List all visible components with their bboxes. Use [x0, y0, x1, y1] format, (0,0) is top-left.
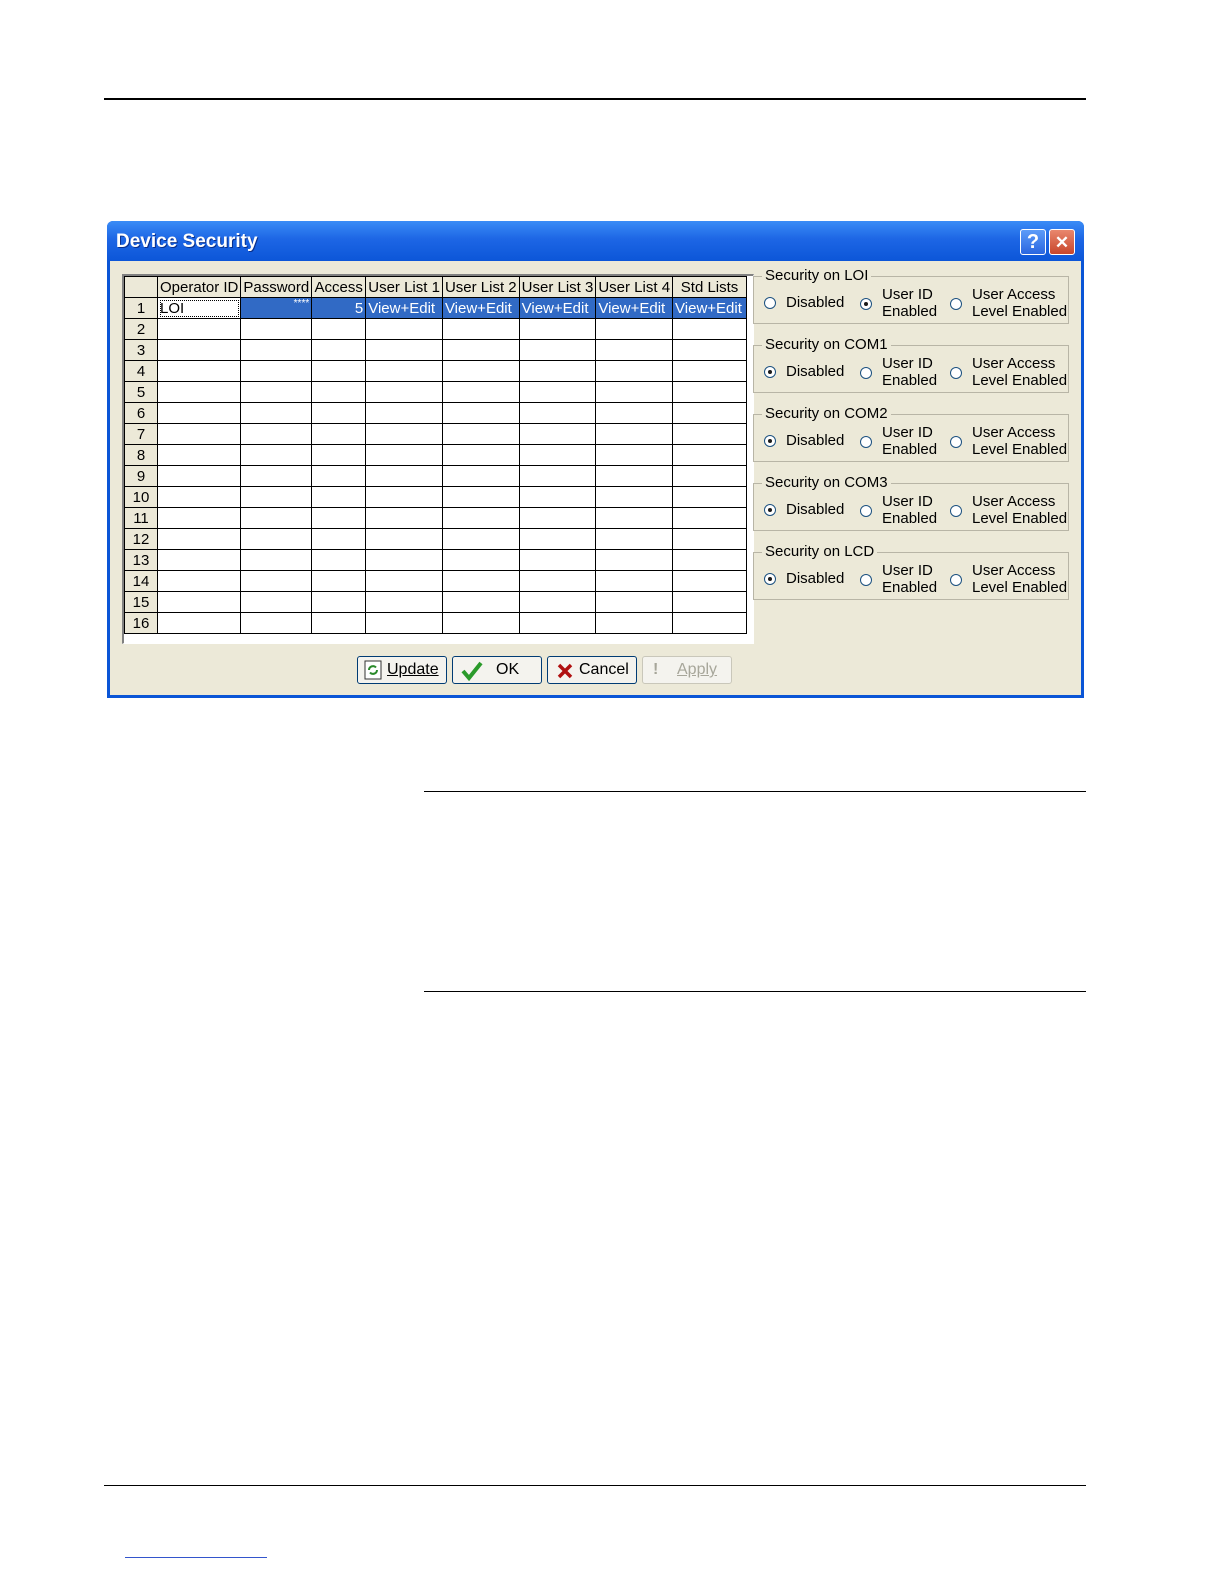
- security-group-title: Security on COM2: [762, 405, 891, 422]
- radio-label-line: Enabled: [882, 441, 938, 458]
- cell-user-list-4[interactable]: [596, 382, 673, 403]
- table-row[interactable]: [125, 571, 747, 592]
- row-number[interactable]: 7: [125, 424, 158, 445]
- cell-user-list-1[interactable]: [366, 550, 443, 571]
- radio-circle-icon[interactable]: [950, 436, 962, 448]
- dialog-title: Device Security: [116, 231, 258, 252]
- cell-user-list-2[interactable]: [442, 592, 519, 613]
- radio-label: [786, 363, 844, 380]
- radio-circle-icon[interactable]: [860, 505, 872, 517]
- cell-user-list-2[interactable]: [442, 445, 519, 466]
- cell-user-list-4[interactable]: [596, 613, 673, 634]
- note-rule-top: [424, 791, 1086, 792]
- cell-password[interactable]: [241, 550, 312, 571]
- col-header-std-lists[interactable]: Std Lists: [673, 277, 747, 298]
- cell-user-list-2[interactable]: [442, 361, 519, 382]
- radio-label-line: Enabled: [882, 579, 938, 596]
- apply-label: Apply: [677, 661, 718, 678]
- cell-std-lists[interactable]: [673, 340, 747, 361]
- table-row[interactable]: [125, 466, 747, 487]
- close-button[interactable]: [1049, 229, 1075, 255]
- help-button[interactable]: [1020, 229, 1046, 255]
- col-header-operator-id[interactable]: Operator ID: [158, 277, 241, 298]
- ok-label: OK: [496, 661, 520, 678]
- cell-user-list-4[interactable]: [596, 319, 673, 340]
- corner-cell: [125, 277, 158, 298]
- cell-access[interactable]: [312, 529, 366, 550]
- cell-user-list-2[interactable]: [442, 487, 519, 508]
- cell-access[interactable]: [312, 403, 366, 424]
- table-row[interactable]: [125, 550, 747, 571]
- cell-password[interactable]: [241, 487, 312, 508]
- radio-label-line: User Access: [972, 355, 1056, 372]
- radio-label-line: Disabled: [786, 501, 845, 518]
- cell-user-list-2[interactable]: [442, 508, 519, 529]
- cell-user-list-1[interactable]: [366, 445, 443, 466]
- radio-circle-icon[interactable]: [950, 574, 962, 586]
- cell-user-list-1[interactable]: [366, 424, 443, 445]
- x-icon: [556, 662, 574, 680]
- cell-access[interactable]: [312, 571, 366, 592]
- radio-label: [972, 493, 1067, 527]
- cell-user-list-1[interactable]: [366, 403, 443, 424]
- radio-label-line: User ID: [882, 355, 933, 372]
- radio-circle-icon[interactable]: [860, 436, 872, 448]
- security-group-title: Security on LCD: [762, 543, 877, 560]
- cell-operator-id[interactable]: LOI: [158, 298, 241, 319]
- cell-access[interactable]: [312, 550, 366, 571]
- cell-password[interactable]: [241, 319, 312, 340]
- cell-password[interactable]: [241, 592, 312, 613]
- cell-user-list-3[interactable]: [519, 613, 596, 634]
- cell-access[interactable]: [312, 487, 366, 508]
- radio-circle-icon[interactable]: [950, 505, 962, 517]
- apply-button[interactable]: [642, 656, 732, 684]
- radio-label-line: User Access: [972, 562, 1056, 579]
- security-group-title: Security on COM1: [762, 336, 891, 353]
- header-row: [125, 277, 747, 298]
- radio-label: [786, 432, 844, 449]
- cell-user-list-4[interactable]: [596, 466, 673, 487]
- cell-user-list-2[interactable]: [442, 340, 519, 361]
- cell-std-lists[interactable]: [673, 361, 747, 382]
- cell-user-list-3[interactable]: [519, 571, 596, 592]
- refresh-icon: [364, 660, 382, 680]
- row-number[interactable]: 6: [125, 403, 158, 424]
- cell-operator-id[interactable]: [158, 571, 241, 592]
- cell-user-list-2[interactable]: View+Edit: [442, 298, 519, 319]
- cell-operator-id[interactable]: [158, 319, 241, 340]
- row-number[interactable]: 4: [125, 361, 158, 382]
- cell-user-list-3[interactable]: [519, 361, 596, 382]
- radio-label: [786, 570, 844, 587]
- security-group: [753, 474, 1069, 531]
- cell-std-lists[interactable]: [673, 550, 747, 571]
- bottom-rule: [104, 1485, 1086, 1486]
- radio-label: [786, 501, 844, 518]
- cell-std-lists[interactable]: [673, 403, 747, 424]
- security-group: [753, 336, 1069, 393]
- note-rule-bottom: [424, 991, 1086, 992]
- radio-label-line: Level Enabled: [972, 372, 1068, 389]
- row-number[interactable]: 15: [125, 592, 158, 613]
- radio-label: [882, 562, 937, 596]
- cell-std-lists[interactable]: [673, 382, 747, 403]
- cell-access[interactable]: [312, 340, 366, 361]
- cell-user-list-3[interactable]: [519, 445, 596, 466]
- cell-password[interactable]: [241, 361, 312, 382]
- cell-user-list-3[interactable]: [519, 382, 596, 403]
- update-button[interactable]: [357, 656, 447, 684]
- cell-user-list-2[interactable]: [442, 571, 519, 592]
- cell-operator-id[interactable]: [158, 466, 241, 487]
- footer-link-underline: [125, 1557, 267, 1558]
- col-header-user-list-1[interactable]: User List 1: [366, 277, 443, 298]
- table-row[interactable]: [125, 529, 747, 550]
- table-row[interactable]: [125, 319, 747, 340]
- table-row[interactable]: [125, 508, 747, 529]
- top-rule: [104, 98, 1086, 100]
- cell-access[interactable]: [312, 424, 366, 445]
- table-row[interactable]: [125, 403, 747, 424]
- cell-operator-id[interactable]: [158, 550, 241, 571]
- radio-circle-icon[interactable]: [860, 574, 872, 586]
- radio-label-line: User Access: [972, 493, 1056, 510]
- cell-std-lists[interactable]: [673, 319, 747, 340]
- cell-access[interactable]: [312, 508, 366, 529]
- row-number[interactable]: 1: [125, 298, 158, 319]
- close-icon: ✕: [1054, 233, 1070, 252]
- radio-label-line: Level Enabled: [972, 441, 1068, 458]
- cell-user-list-1[interactable]: [366, 466, 443, 487]
- cell-access[interactable]: [312, 361, 366, 382]
- cell-user-list-4[interactable]: [596, 529, 673, 550]
- update-label: Update: [387, 661, 439, 678]
- cell-user-list-1[interactable]: View+Edit: [366, 298, 443, 319]
- radio-circle-icon[interactable]: [764, 573, 776, 585]
- table-row[interactable]: [125, 613, 747, 634]
- operator-table: [124, 276, 747, 634]
- radio-circle-icon[interactable]: [950, 367, 962, 379]
- table-row[interactable]: [125, 487, 747, 508]
- radio-circle-icon[interactable]: [764, 435, 776, 447]
- radio-label: [972, 562, 1067, 596]
- checkmark-icon: [461, 661, 483, 681]
- cell-password[interactable]: [241, 508, 312, 529]
- cell-user-list-2[interactable]: [442, 529, 519, 550]
- radio-label-line: User Access: [972, 286, 1056, 303]
- cell-user-list-4[interactable]: [596, 592, 673, 613]
- cell-user-list-4[interactable]: [596, 508, 673, 529]
- cell-user-list-3[interactable]: [519, 424, 596, 445]
- radio-label-line: User Access: [972, 424, 1056, 441]
- radio-circle-icon[interactable]: [764, 366, 776, 378]
- cell-operator-id[interactable]: [158, 340, 241, 361]
- cell-user-list-2[interactable]: [442, 319, 519, 340]
- radio-circle-icon[interactable]: [764, 297, 776, 309]
- radio-label: [882, 355, 937, 389]
- radio-label: [882, 493, 937, 527]
- col-header-access[interactable]: Access: [312, 277, 366, 298]
- cell-user-list-4[interactable]: [596, 361, 673, 382]
- row-number[interactable]: 2: [125, 319, 158, 340]
- cell-password[interactable]: [241, 571, 312, 592]
- radio-label-line: Level Enabled: [972, 579, 1068, 596]
- cell-user-list-2[interactable]: [442, 403, 519, 424]
- cell-user-list-3[interactable]: [519, 319, 596, 340]
- cell-user-list-3[interactable]: [519, 340, 596, 361]
- cell-password[interactable]: [241, 382, 312, 403]
- row-number[interactable]: 5: [125, 382, 158, 403]
- security-group: [753, 405, 1069, 462]
- cell-std-lists[interactable]: [673, 445, 747, 466]
- cell-password[interactable]: [241, 529, 312, 550]
- table-row[interactable]: [125, 382, 747, 403]
- cell-user-list-3[interactable]: [519, 508, 596, 529]
- table-row[interactable]: [125, 424, 747, 445]
- row-number[interactable]: 9: [125, 466, 158, 487]
- table-row[interactable]: [125, 445, 747, 466]
- cell-user-list-3[interactable]: [519, 487, 596, 508]
- dialog-client-area: [110, 261, 1081, 695]
- radio-label: [882, 424, 937, 458]
- radio-label-line: Level Enabled: [972, 510, 1068, 527]
- row-number[interactable]: 13: [125, 550, 158, 571]
- row-number[interactable]: 11: [125, 508, 158, 529]
- row-number[interactable]: 8: [125, 445, 158, 466]
- cell-user-list-2[interactable]: [442, 466, 519, 487]
- cell-operator-id[interactable]: [158, 508, 241, 529]
- col-header-user-list-3[interactable]: User List 3: [519, 277, 596, 298]
- radio-label-line: Enabled: [882, 303, 938, 320]
- table-row[interactable]: [125, 361, 747, 382]
- cell-std-lists[interactable]: [673, 613, 747, 634]
- cell-operator-id[interactable]: [158, 382, 241, 403]
- cell-user-list-1[interactable]: [366, 571, 443, 592]
- cell-access[interactable]: [312, 382, 366, 403]
- cell-user-list-4[interactable]: [596, 487, 673, 508]
- radio-circle-icon[interactable]: [764, 504, 776, 516]
- radio-label-line: Disabled: [786, 363, 845, 380]
- cell-user-list-4[interactable]: [596, 550, 673, 571]
- exclamation-icon: !: [653, 661, 659, 678]
- radio-label: [972, 355, 1067, 389]
- cell-std-lists[interactable]: [673, 508, 747, 529]
- cell-access[interactable]: [312, 613, 366, 634]
- cell-user-list-4[interactable]: [596, 445, 673, 466]
- cell-user-list-2[interactable]: [442, 382, 519, 403]
- radio-circle-icon[interactable]: [860, 367, 872, 379]
- cell-access[interactable]: 5: [312, 298, 366, 319]
- radio-circle-icon[interactable]: [860, 298, 872, 310]
- col-header-user-list-2[interactable]: User List 2: [442, 277, 519, 298]
- cell-user-list-1[interactable]: [366, 340, 443, 361]
- cell-password[interactable]: [241, 424, 312, 445]
- security-group: [753, 267, 1069, 324]
- cell-password[interactable]: [241, 466, 312, 487]
- table-row[interactable]: [125, 298, 747, 319]
- cell-operator-id[interactable]: [158, 592, 241, 613]
- cell-password[interactable]: [241, 445, 312, 466]
- cell-operator-id[interactable]: [158, 529, 241, 550]
- cell-user-list-1[interactable]: [366, 529, 443, 550]
- device-security-dialog: [107, 221, 1084, 698]
- cell-access[interactable]: [312, 319, 366, 340]
- radio-label: [972, 286, 1067, 320]
- col-header-password[interactable]: Password: [241, 277, 312, 298]
- cell-password[interactable]: ****: [241, 298, 312, 319]
- cell-user-list-1[interactable]: [366, 361, 443, 382]
- radio-label-line: Level Enabled: [972, 303, 1068, 320]
- cell-user-list-4[interactable]: View+Edit: [596, 298, 673, 319]
- cell-user-list-4[interactable]: [596, 403, 673, 424]
- cell-std-lists[interactable]: [673, 592, 747, 613]
- radio-label-line: Enabled: [882, 510, 938, 527]
- cell-access[interactable]: [312, 445, 366, 466]
- radio-label: [882, 286, 937, 320]
- cell-user-list-1[interactable]: [366, 319, 443, 340]
- radio-label-line: Disabled: [786, 294, 845, 311]
- ok-button[interactable]: [452, 656, 542, 684]
- row-number[interactable]: 12: [125, 529, 158, 550]
- table-row[interactable]: [125, 340, 747, 361]
- radio-label-line: Disabled: [786, 432, 845, 449]
- cell-password[interactable]: [241, 613, 312, 634]
- cell-password[interactable]: [241, 340, 312, 361]
- cell-user-list-1[interactable]: [366, 592, 443, 613]
- row-number[interactable]: 10: [125, 487, 158, 508]
- cell-std-lists[interactable]: [673, 529, 747, 550]
- cell-std-lists[interactable]: View+Edit: [673, 298, 747, 319]
- cell-user-list-3[interactable]: [519, 550, 596, 571]
- cell-user-list-2[interactable]: [442, 613, 519, 634]
- row-number[interactable]: 3: [125, 340, 158, 361]
- cell-user-list-4[interactable]: [596, 424, 673, 445]
- security-group-title: Security on COM3: [762, 474, 891, 491]
- radio-label-line: User ID: [882, 286, 933, 303]
- cell-user-list-1[interactable]: [366, 487, 443, 508]
- cancel-button[interactable]: [547, 656, 637, 684]
- cell-operator-id[interactable]: [158, 445, 241, 466]
- cell-operator-id[interactable]: [158, 613, 241, 634]
- cell-user-list-3[interactable]: [519, 403, 596, 424]
- radio-label: [786, 294, 844, 311]
- title-bar[interactable]: [107, 221, 1084, 261]
- radio-label-line: Disabled: [786, 570, 845, 587]
- cell-user-list-1[interactable]: [366, 508, 443, 529]
- cell-user-list-2[interactable]: [442, 424, 519, 445]
- help-icon: ?: [1026, 231, 1040, 253]
- cell-user-list-3[interactable]: [519, 529, 596, 550]
- cancel-label: Cancel: [579, 661, 629, 678]
- security-group-title: Security on LOI: [762, 267, 871, 284]
- cell-std-lists[interactable]: [673, 571, 747, 592]
- cell-user-list-1[interactable]: [366, 382, 443, 403]
- cell-user-list-1[interactable]: [366, 613, 443, 634]
- radio-label-line: User ID: [882, 493, 933, 510]
- security-group: [753, 543, 1069, 600]
- table-row[interactable]: [125, 592, 747, 613]
- col-header-user-list-4[interactable]: User List 4: [596, 277, 673, 298]
- operator-grid[interactable]: [122, 274, 754, 644]
- cell-operator-id[interactable]: [158, 403, 241, 424]
- cell-user-list-3[interactable]: [519, 592, 596, 613]
- cell-access[interactable]: [312, 592, 366, 613]
- cell-std-lists[interactable]: [673, 466, 747, 487]
- cell-operator-id[interactable]: [158, 424, 241, 445]
- row-number[interactable]: 14: [125, 571, 158, 592]
- row-number[interactable]: 16: [125, 613, 158, 634]
- radio-circle-icon[interactable]: [950, 298, 962, 310]
- radio-label-line: Enabled: [882, 372, 938, 389]
- cell-password[interactable]: [241, 403, 312, 424]
- cell-user-list-3[interactable]: View+Edit: [519, 298, 596, 319]
- cell-std-lists[interactable]: [673, 487, 747, 508]
- cell-operator-id[interactable]: [158, 361, 241, 382]
- radio-label-line: User ID: [882, 562, 933, 579]
- radio-label: [972, 424, 1067, 458]
- cell-user-list-3[interactable]: [519, 466, 596, 487]
- cell-operator-id[interactable]: [158, 487, 241, 508]
- radio-label-line: User ID: [882, 424, 933, 441]
- cell-user-list-4[interactable]: [596, 340, 673, 361]
- cell-user-list-2[interactable]: [442, 550, 519, 571]
- cell-std-lists[interactable]: [673, 424, 747, 445]
- cell-access[interactable]: [312, 466, 366, 487]
- cell-user-list-4[interactable]: [596, 571, 673, 592]
